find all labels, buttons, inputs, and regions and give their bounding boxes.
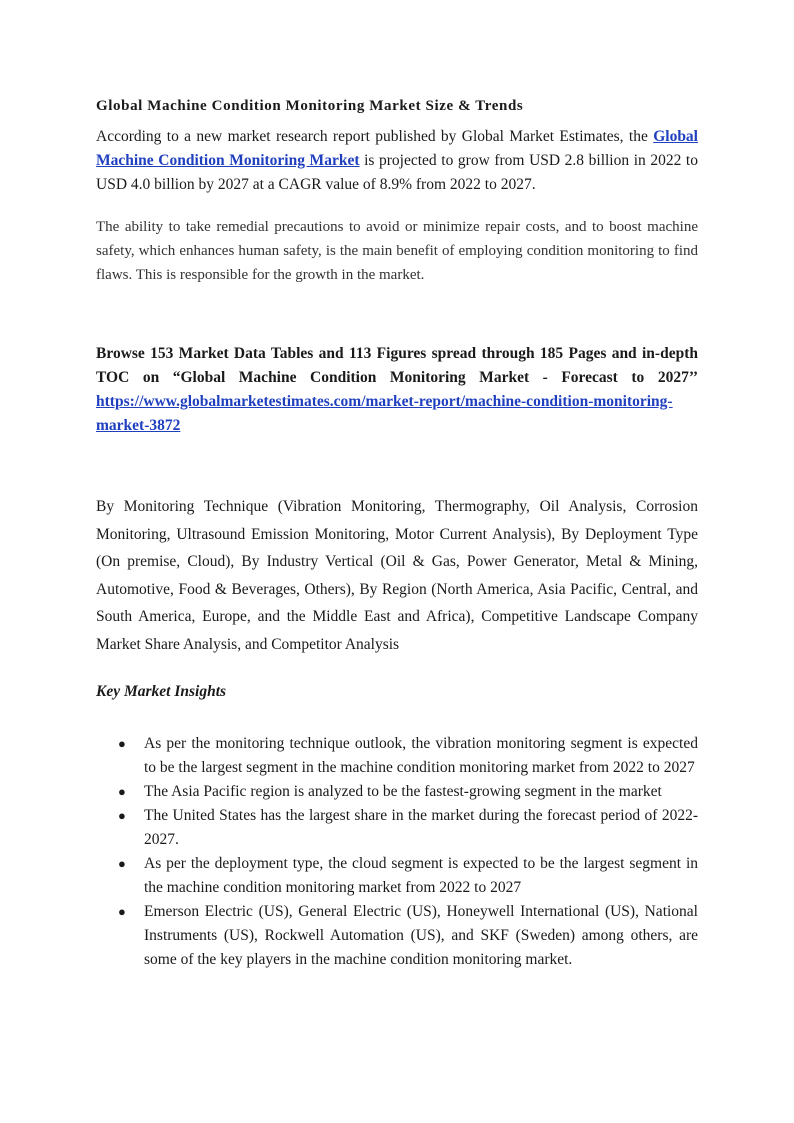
insight-text: As per the monitoring technique outlook, the vibration monitoring segment is expected to be the largest segment in the machine condition monitoring market from 2022 to 2027 — [144, 735, 698, 776]
report-url-link[interactable]: https://www.globalmarketestimates.com/market-report/machine-condition-monitoring-market-3872 — [96, 393, 673, 434]
key-insights-heading: Key Market Insights — [96, 683, 227, 700]
list-item — [96, 852, 698, 900]
bullet-icon: ● — [118, 904, 126, 919]
bullet-icon: ● — [118, 784, 126, 799]
insights-list — [96, 732, 698, 972]
segments-paragraph: By Monitoring Technique (Vibration Monitoring, Thermography, Oil Analysis, Corrosion Monitoring, Ultrasound Emission Monitoring, Motor Current Analysis), By Deployment Type (On premise, Cloud), By Industry Vertical (Oil & Gas, Power Generator, Metal & Mining, Automotive, Food & Beverages, Others), By Region (North America, Asia Pacific, Central, and South America, Europe, and the Middle East and Africa), Competitive Landscape Company Market Share Analysis, and Competitor Analysis — [96, 498, 698, 653]
intro-paragraph — [96, 125, 698, 197]
intro-text-after-link: is projected to grow from USD 2.8 billion in 2022 to USD 4.0 billion by 2027 at a CAGR value of 8.9% from 2022 to 2027. — [96, 152, 698, 193]
insight-text: The Asia Pacific region is analyzed to be the fastest-growing segment in the market — [144, 783, 662, 800]
document-page — [96, 95, 698, 972]
intro-text-before-link: According to a new market research report published by Global Market Estimates, the — [96, 128, 654, 145]
insight-text: The United States has the largest share in the market during the forecast period of 2022-2027. — [144, 807, 698, 848]
list-item — [96, 732, 698, 780]
bullet-icon: ● — [118, 736, 126, 751]
insight-text: As per the deployment type, the cloud segment is expected to be the largest segment in the machine condition monitoring market from 2022 to 2027 — [144, 855, 698, 896]
list-item — [96, 804, 698, 852]
page-title: Global Machine Condition Monitoring Market Size & Trends — [96, 98, 524, 114]
browse-text: Browse 153 Market Data Tables and 113 Figures spread through 185 Pages and in-depth TOC on “Global Machine Condition Monitoring Market - Forecast to 2027’’ — [96, 345, 698, 386]
list-item — [96, 900, 698, 972]
bullet-icon: ● — [118, 808, 126, 823]
insight-text: Emerson Electric (US), General Electric (US), Honeywell International (US), National Instruments (US), Rockwell Automation (US), and SKF (Sweden) among others, are some of the key players in the machine condition monitoring market. — [144, 903, 698, 968]
browse-paragraph — [96, 342, 698, 438]
market-report-link[interactable]: Global Machine Condition Monitoring Market — [96, 128, 698, 169]
benefit-paragraph: The ability to take remedial precautions to avoid or minimize repair costs, and to boost machine safety, which enhances human safety, is the main benefit of employing condition monitoring to find flaws. This is responsible for the growth in the market. — [96, 219, 698, 283]
list-item — [96, 780, 698, 804]
bullet-icon: ● — [118, 856, 126, 871]
